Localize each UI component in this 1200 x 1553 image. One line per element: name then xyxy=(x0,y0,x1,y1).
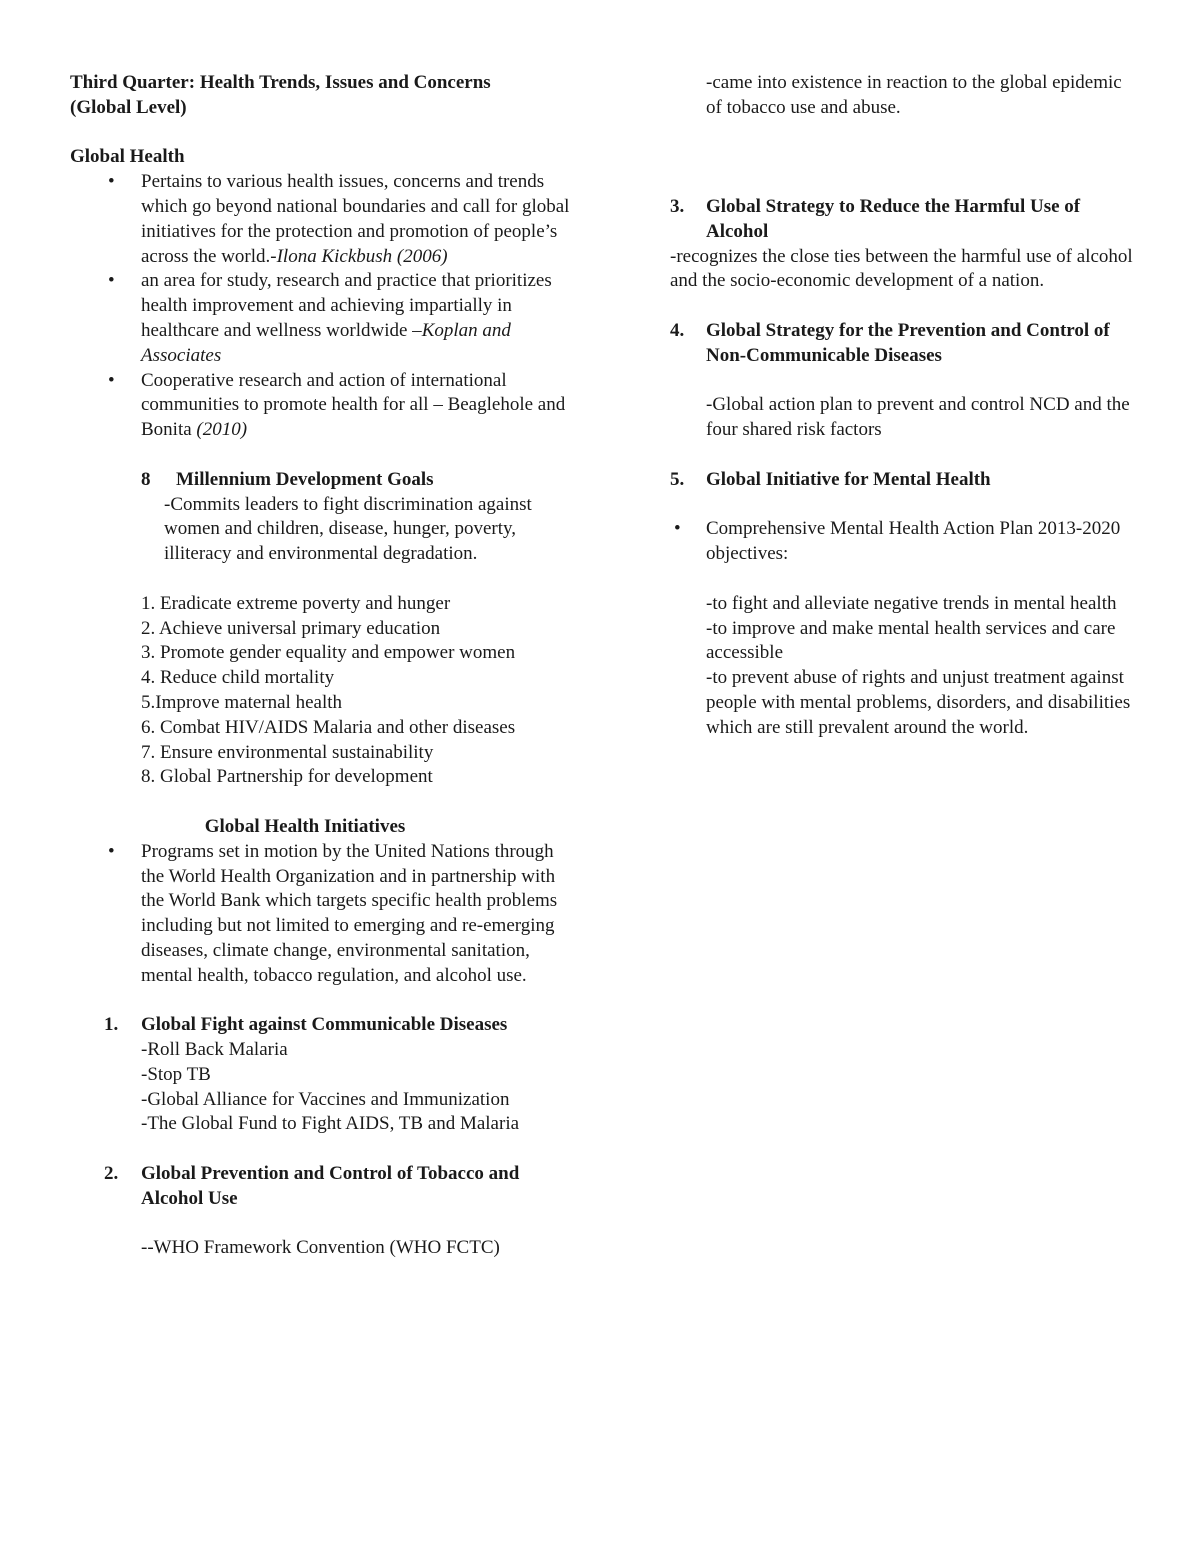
global-health-initiatives-heading: Global Health Initiatives xyxy=(204,815,406,837)
list-item: -The Global Fund to Fight AIDS, TB and Malaria xyxy=(141,1113,520,1135)
ghi-bullet xyxy=(70,840,570,989)
item-4-description: -Global action plan to prevent and control NCD and the four shared risk factors xyxy=(706,394,1130,441)
item-number: 4. xyxy=(670,319,685,341)
item-number: 1. xyxy=(104,1014,119,1036)
list-item: 6. Combat HIV/AIDS Malaria and other diseases xyxy=(141,716,516,738)
list-item: -to improve and make mental health services and care accessible xyxy=(706,617,1116,664)
item-2-line-2: -came into existence in reaction to the global epidemic of tobacco use and abuse. xyxy=(706,72,1122,118)
bullet-text: Programs set in motion by the United Nations through the World Health Organization and in partnership with the World Bank which targets specific health problems including but not limited to emerging and re-emerging diseases, climate change, environmental sanitation, mental health, tobacco regulation, and alcohol use. xyxy=(141,840,558,986)
bullet-text: Pertains to various health issues, concerns and trends which go beyond national boundaries and call for global initiatives for the protection and promotion of people’s across the world.- xyxy=(141,171,570,267)
bullet-text: an area for study, research and practice that prioritizes health improvement and achieving impartially in healthcare and wellness worldwide – xyxy=(141,270,552,341)
item-heading-text: Global Strategy to Reduce the Harmful Use of Alcohol xyxy=(706,195,1081,242)
item-4-heading xyxy=(670,319,1140,369)
list-item: -to prevent abuse of rights and unjust treatment against people with mental problems, disorders, and disabilities which are still prevalent around the world. xyxy=(706,667,1131,738)
list-item: 7. Ensure environmental sustainability xyxy=(141,741,434,763)
list-item: 8. Global Partnership for development xyxy=(141,766,433,788)
item-5-bullet xyxy=(670,517,1140,567)
bullet-icon: • xyxy=(108,840,115,862)
list-item: 4. Reduce child mortality xyxy=(141,667,335,689)
citation: Koplan and Associates xyxy=(141,319,511,366)
item-1-heading xyxy=(70,1013,570,1038)
mdg-description: -Commits leaders to fight discrimination against women and children, disease, hunger, poverty, illiteracy and environmental degradation. xyxy=(164,493,532,565)
item-number: 5. xyxy=(670,468,685,490)
citation: Ilona Kickbush (2006) xyxy=(276,245,448,267)
bullet-icon: • xyxy=(674,518,681,540)
left-column xyxy=(70,71,570,1261)
bullet-icon: • xyxy=(108,369,115,391)
item-2-heading xyxy=(70,1162,570,1212)
item-heading-text: Global Strategy for the Prevention and Control of Non-Communicable Diseases xyxy=(706,319,1110,366)
item-number: 2. xyxy=(104,1163,119,1185)
item-5-heading xyxy=(670,468,1140,493)
bullet-text: Comprehensive Mental Health Action Plan 2013-2020 objectives: xyxy=(706,518,1121,565)
item-5-objectives xyxy=(670,592,1140,741)
document-title-line1: Third Quarter: Health Trends, Issues and Concerns xyxy=(70,72,491,93)
list-item: 1. Eradicate extreme poverty and hunger xyxy=(141,592,451,614)
list-item: -Global Alliance for Vaccines and Immunization xyxy=(141,1088,510,1110)
list-item: 3. Promote gender equality and empower women xyxy=(141,642,516,664)
list-item: 5.Improve maternal health xyxy=(141,691,343,713)
list-item: 2. Achieve universal primary education xyxy=(141,617,441,639)
list-item: -Roll Back Malaria xyxy=(141,1039,288,1061)
item-heading-text: Global Prevention and Control of Tobacco and Alcohol Use xyxy=(141,1163,520,1209)
mdg-heading-text: Millennium Development Goals xyxy=(176,468,434,490)
global-health-heading: Global Health xyxy=(70,146,185,168)
bullet-text: Cooperative research and action of international communities to promote health for all – Beaglehole and Bonita xyxy=(141,369,566,441)
document-title-line2: (Global Level) xyxy=(70,96,187,118)
item-heading-text: Global Fight against Communicable Diseases xyxy=(141,1014,508,1036)
mdg-heading xyxy=(70,468,570,493)
global-health-bullet-3 xyxy=(70,369,570,443)
item-2-line-1: --WHO Framework Convention (WHO FCTC) xyxy=(141,1237,500,1259)
item-1-list xyxy=(70,1038,570,1137)
item-number: 3. xyxy=(670,195,685,217)
item-3-heading xyxy=(670,195,1140,245)
list-item: -Stop TB xyxy=(141,1063,211,1085)
global-health-bullet-2 xyxy=(70,269,570,368)
right-column xyxy=(670,71,1140,741)
item-3-description: -recognizes the close ties between the harmful use of alcohol and the socio-economic development of a nation. xyxy=(670,245,1133,292)
mdg-goal-list xyxy=(70,592,570,790)
list-item: -to fight and alleviate negative trends in mental health xyxy=(706,592,1117,614)
bullet-icon: • xyxy=(108,270,115,292)
citation: (2010) xyxy=(196,419,248,441)
global-health-bullet-1 xyxy=(70,170,570,269)
mdg-number: 8 xyxy=(141,468,151,490)
bullet-icon: • xyxy=(108,171,115,193)
item-heading-text: Global Initiative for Mental Health xyxy=(706,468,991,490)
